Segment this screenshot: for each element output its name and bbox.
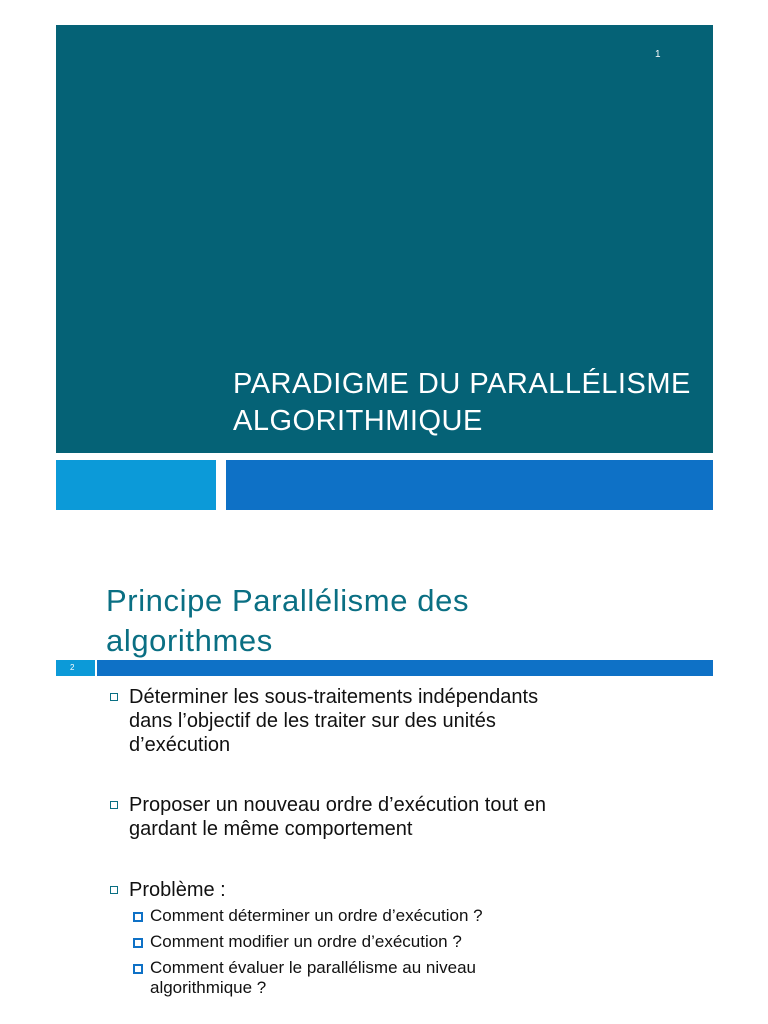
slide-number-1: 1 [655,49,661,60]
title-line-1: PARADIGME DU PARALLÉLISME [233,368,691,400]
sub-bullet-item [129,958,708,998]
sub-bullet-item [129,932,708,952]
sub-bullet-text-line: algorithmique ? [150,978,267,997]
accent-bar-left [56,460,216,510]
bullet-item [108,793,708,841]
bullet-text-line: dans l’objectif de les traiter sur des unités [129,710,496,732]
hollow-square-bullet-icon [110,801,118,809]
bullet-text-line: d’exécution [129,734,231,756]
hollow-square-bullet-icon [110,693,118,701]
bullet-item [108,685,708,757]
heading-line-2: algorithmes [106,623,273,658]
filled-square-bullet-icon [133,912,143,922]
title-line-2: ALGORITHMIQUE [233,405,483,437]
accent-bar-right [226,460,713,510]
bullet-text-line: Proposer un nouveau ordre d’exécution tout en [129,794,546,816]
bullet-list [108,685,708,998]
bullet-text-line: gardant le même comportement [129,818,413,840]
sub-bullet-text-line: Comment déterminer un ordre d’exécution ? [150,906,483,925]
bullet-text-line: Problème : [129,879,226,901]
filled-square-bullet-icon [133,938,143,948]
title-slide-heading [233,366,703,440]
sub-bullet-list [129,906,708,998]
bullet-item [108,878,708,998]
sub-bullet-text-line: Comment modifier un ordre d’exécution ? [150,932,462,951]
slide-number-2: 2 [70,663,75,672]
sub-bullet-text-line: Comment évaluer le parallélisme au niveau [150,958,476,977]
bullet-text-line: Déterminer les sous-traitements indépendants [129,686,539,708]
hollow-square-bullet-icon [110,886,118,894]
content-slide-heading [106,581,706,661]
heading-line-1: Principe Parallélisme des [106,583,470,618]
filled-square-bullet-icon [133,964,143,974]
heading-underline-bar [97,660,713,676]
sub-bullet-item [129,906,708,926]
